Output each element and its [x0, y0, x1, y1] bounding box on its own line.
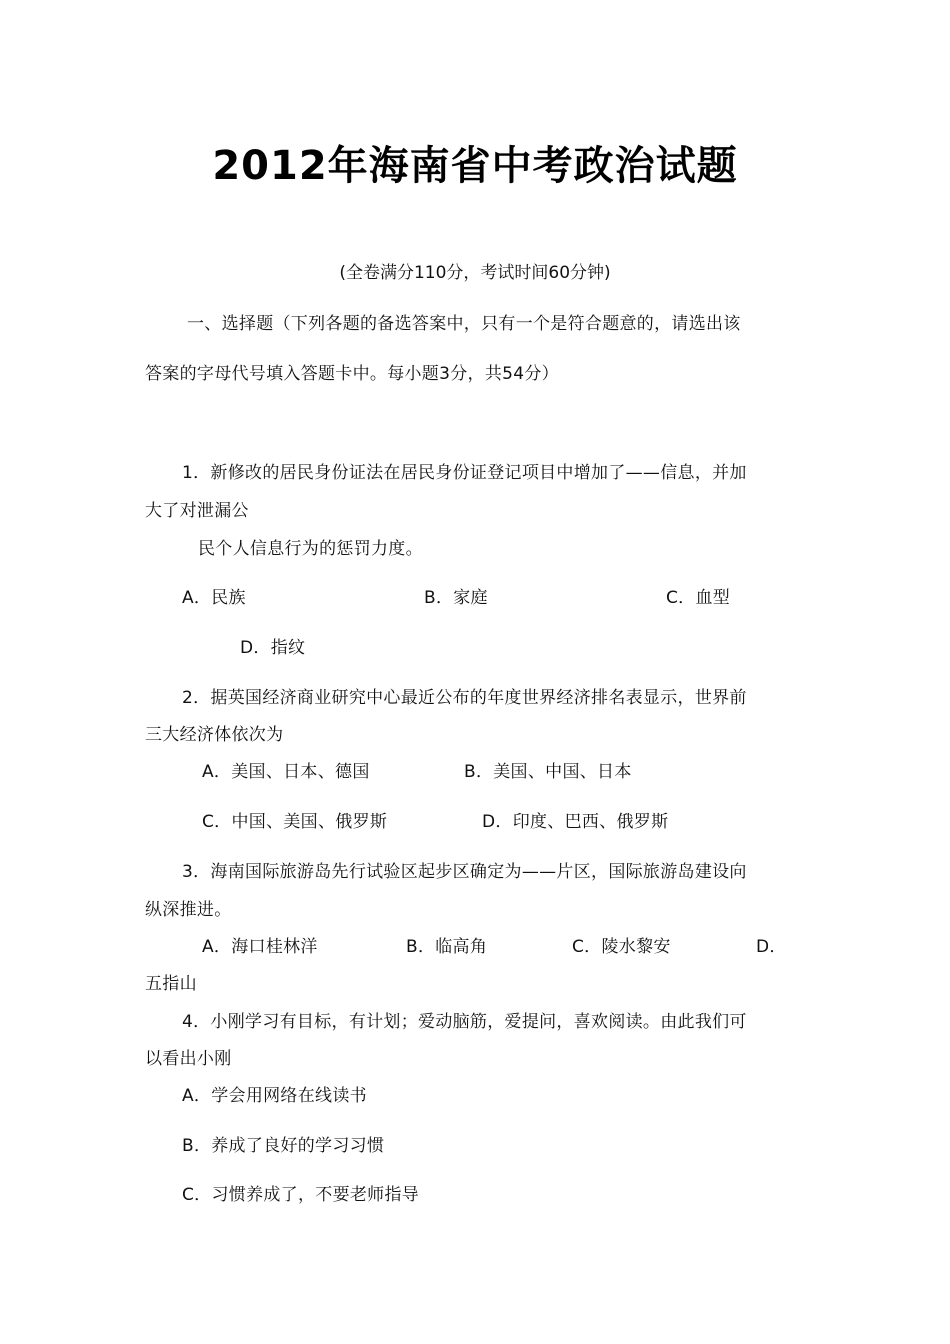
question-4-stem-line-2: 以看出小刚 [145, 1049, 232, 1069]
question-2-option-d: D．印度、巴西、俄罗斯 [482, 812, 669, 832]
question-1-stem-line-3: 民个人信息行为的惩罚力度。 [198, 539, 423, 559]
question-3-option-b: B．临高角 [406, 937, 488, 957]
question-2-stem-line-2: 三大经济体依次为 [145, 725, 284, 745]
question-1-stem-line-1: 1．新修改的居民身份证法在居民身份证登记项目中增加了——信息，并加 [182, 463, 747, 483]
question-2-stem-line-1: 2．据英国经济商业研究中心最近公布的年度世界经济排名表显示，世界前 [182, 688, 747, 708]
question-2-option-b: B．美国、中国、日本 [464, 762, 632, 782]
question-3-stem-line-2: 纵深推进。 [145, 900, 232, 920]
question-4-option-a: A．学会用网络在线读书 [182, 1086, 367, 1106]
question-3-option-c: C．陵水黎安 [572, 937, 671, 957]
question-4-option-c: C．习惯养成了，不要老师指导 [182, 1185, 420, 1205]
question-2-option-a: A．美国、日本、德国 [202, 762, 370, 782]
question-1-stem-line-2: 大了对泄漏公 [145, 501, 249, 521]
question-1-option-b: B．家庭 [424, 588, 488, 608]
question-3-option-d-text: 五指山 [145, 974, 197, 994]
section-intro-line-1: 一、选择题（下列各题的备选答案中，只有一个是符合题意的，请选出该 [187, 314, 741, 334]
question-4-stem-line-1: 4．小刚学习有目标，有计划；爱动脑筋，爱提问，喜欢阅读。由此我们可 [182, 1012, 747, 1032]
section-intro-line-2: 答案的字母代号填入答题卡中。每小题3分，共54分） [145, 364, 559, 384]
question-2-option-c: C．中国、美国、俄罗斯 [202, 812, 388, 832]
question-3-stem-line-1: 3．海南国际旅游岛先行试验区起步区确定为——片区，国际旅游岛建设向 [182, 862, 747, 882]
question-1-option-d: D．指纹 [240, 638, 306, 658]
question-3-option-a: A．海口桂林洋 [202, 937, 318, 957]
page-title: 2012年海南省中考政治试题 [212, 143, 738, 189]
question-1-option-c: C．血型 [666, 588, 731, 608]
question-3-option-d: D． [756, 937, 787, 957]
question-1-option-a: A．民族 [182, 588, 246, 608]
exam-info: (全卷满分110分，考试时间60分钟) [339, 263, 611, 283]
question-4-option-b: B．养成了良好的学习习惯 [182, 1136, 385, 1156]
